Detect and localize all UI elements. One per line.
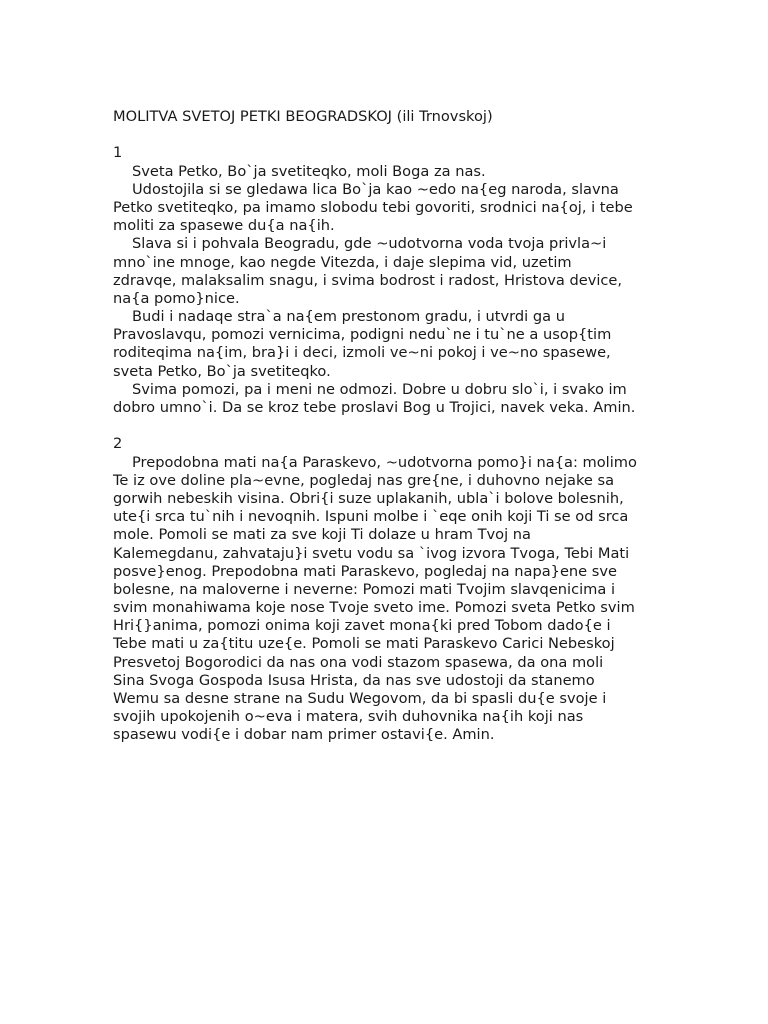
text-line: bolesne, na maloverne i neverne: Pomozi mati Tvojim slavqenicima i	[113, 580, 616, 598]
text-line: svim monahiwama koje nose Tvoje sveto ime. Pomozi sveta Petko svim	[113, 599, 635, 617]
paragraph	[113, 181, 658, 236]
text-line: spasewu vodi{e i dobar nam primer ostavi{e. Amin.	[113, 726, 495, 744]
text-line: Budi i nadaqe stra`a na{em prestonom gradu, i utvrdi ga u	[132, 308, 565, 326]
section-number: 2	[113, 435, 123, 453]
text-line: zdravqe, malaksalim snagu, i svima bodrost i radost, Hristova device,	[113, 271, 623, 289]
text-line: Prepodobna mati na{a Paraskevo, ~udotvorna pomo}i na{a: molimo	[132, 453, 637, 471]
text-line: Pravoslavqu, pomozi vernicima, podigni nedu`ne i tu`ne a usop{tim	[113, 326, 612, 344]
document-body	[113, 144, 658, 744]
text-line: Kalemegdanu, zahvataju}i svetu vodu sa `ivog izvora Tvoga, Tebi Mati	[113, 544, 630, 562]
blank-line	[113, 417, 658, 435]
document-title: MOLITVA SVETOJ PETKI BEOGRADSKOJ (ili Trnovskoj)	[113, 108, 493, 125]
text-line: Presvetoj Bogorodici da nas ona vodi stazom spasewa, da ona moli	[113, 653, 604, 671]
text-line: Te iz ove doline pla~evne, pogledaj nas gre{ne, i duhovno nejake sa	[113, 471, 615, 489]
prayer-section	[113, 144, 658, 417]
text-line: Sina Svoga Gospoda Isusa Hrista, da nas sve udostoji da stanemo	[113, 671, 595, 689]
text-line: Sveta Petko, Bo`ja svetiteqko, moli Boga za nas.	[132, 162, 486, 180]
document-page	[113, 108, 658, 745]
text-line: Petko svetiteqko, pa imamo slobodu tebi govoriti, srodnici na{oj, i tebe	[113, 198, 633, 216]
text-line: gorwih nebeskih visina. Obri{i suze uplakanih, ubla`i bolove bolesnih,	[113, 489, 624, 507]
prayer-section	[113, 435, 658, 744]
paragraph	[113, 454, 658, 745]
text-line: Slava si i pohvala Beogradu, gde ~udotvorna voda tvoja privla~i	[132, 235, 607, 253]
paragraph	[113, 235, 658, 308]
blank-line	[113, 126, 658, 144]
section-number: 1	[113, 144, 123, 162]
text-line: roditeqima na{im, bra}i i deci, izmoli ve~ni pokoj i ve~no spasewe,	[113, 344, 611, 362]
text-line: Hri{}anima, pomozi onima koji zavet mona{ki pred Tobom dado{e i	[113, 617, 611, 635]
text-line: dobro umno`i. Da se kroz tebe proslavi Bog u Trojici, navek veka. Amin.	[113, 399, 636, 416]
text-line: svojih upokojenih o~eva i matera, svih duhovnika na{ih koji nas	[113, 708, 584, 726]
text-line: sveta Petko, Bo`ja svetiteqko.	[113, 362, 331, 380]
text-line: Svima pomozi, pa i meni ne odmozi. Dobre u dobru slo`i, i svako im	[132, 380, 627, 398]
text-line: na{a pomo}nice.	[113, 289, 240, 307]
paragraph	[113, 308, 658, 381]
text-line: Udostojila si se gledawa lica Bo`ja kao ~edo na{eg naroda, slavna	[132, 180, 619, 198]
text-line: mole. Pomoli se mati za sve koji Ti dolaze u hram Tvoj na	[113, 526, 531, 544]
paragraph	[113, 163, 658, 181]
paragraph	[113, 381, 658, 417]
text-line: Tebe mati u za{titu uze{e. Pomoli se mati Paraskevo Carici Nebeskoj	[113, 635, 615, 653]
text-line: moliti za spasewe du{a na{ih.	[113, 217, 335, 235]
text-line: mno`ine mnoge, kao negde Vitezda, i daje slepima vid, uzetim	[113, 253, 572, 271]
text-line: ute{i srca tu`nih i nevoqnih. Ispuni molbe i `eqe onih koji Ti se od srca	[113, 508, 629, 526]
text-line: posve}enog. Prepodobna mati Paraskevo, pogledaj na napa}ene sve	[113, 562, 618, 580]
text-line: Wemu sa desne strane na Sudu Wegovom, da bi spasli du{e svoje i	[113, 690, 607, 707]
